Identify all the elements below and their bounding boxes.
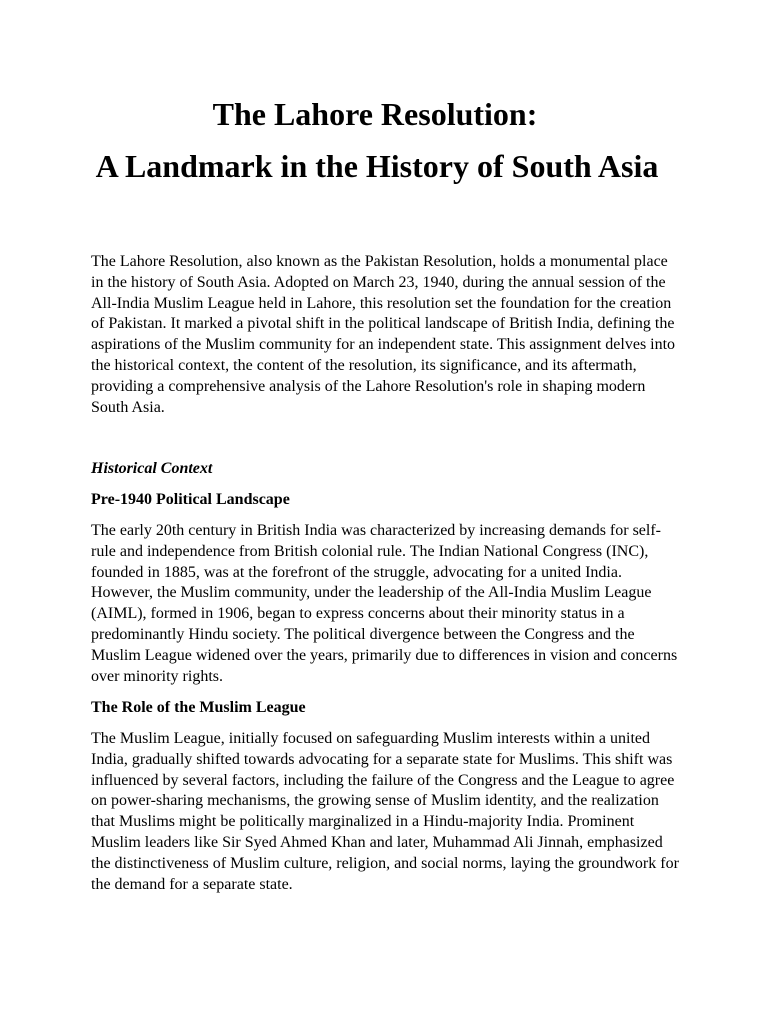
subsection-heading-pre-1940: Pre-1940 Political Landscape bbox=[91, 491, 290, 508]
muslim-league-role-paragraph: The Muslim League, initially focused on safeguarding Muslim interests within a united India, gradually shifted towards advocating for a separate state for Muslims. This shift was influenced by several factors, including the failure of the Congress and the League to agree on power-sharing mechanisms, the growing sense of Muslim identity, and the realization that Muslims might be politically marginalized in a Hindu-majority India. Prominent Muslim leaders like Sir Syed Ahmed Khan and later, Muhammad Ali Jinnah, emphasized the distinctiveness of Muslim culture, religion, and social norms, laying the groundwork for the demand for a separate state. bbox=[91, 730, 679, 893]
document-title-line-2: A Landmark in the History of South Asia bbox=[95, 148, 659, 184]
pre-1940-paragraph: The early 20th century in British India was characterized by increasing demands for self-rule and independence from British colonial rule. The Indian National Congress (INC), founded in 1885, was at the forefront of the struggle, advocating for a united India. However, the Muslim community, under the leadership of the All-India Muslim League (AIML), formed in 1906, began to express concerns about their minority status in a predominantly Hindu society. The political divergence between the Congress and the Muslim League widened over the years, primarily due to differences in vision and concerns over minority rights. bbox=[91, 522, 678, 685]
section-heading-historical-context: Historical Context bbox=[91, 460, 213, 477]
intro-paragraph: The Lahore Resolution, also known as the Pakistan Resolution, holds a monumental place in the history of South Asia. Adopted on March 23, 1940, during the annual session of the All-India Muslim League held in Lahore, this resolution set the foundation for the creation of Pakistan. It marked a pivotal shift in the political landscape of British India, defining the aspirations of the Muslim community for an independent state. This assignment delves into the historical context, the content of the resolution, its significance, and its aftermath, providing a comprehensive analysis of the Lahore Resolution's role in shaping modern South Asia. bbox=[91, 253, 676, 416]
subsection-heading-muslim-league-role: The Role of the Muslim League bbox=[91, 699, 306, 716]
document-title-line-1: The Lahore Resolution: bbox=[212, 96, 538, 132]
